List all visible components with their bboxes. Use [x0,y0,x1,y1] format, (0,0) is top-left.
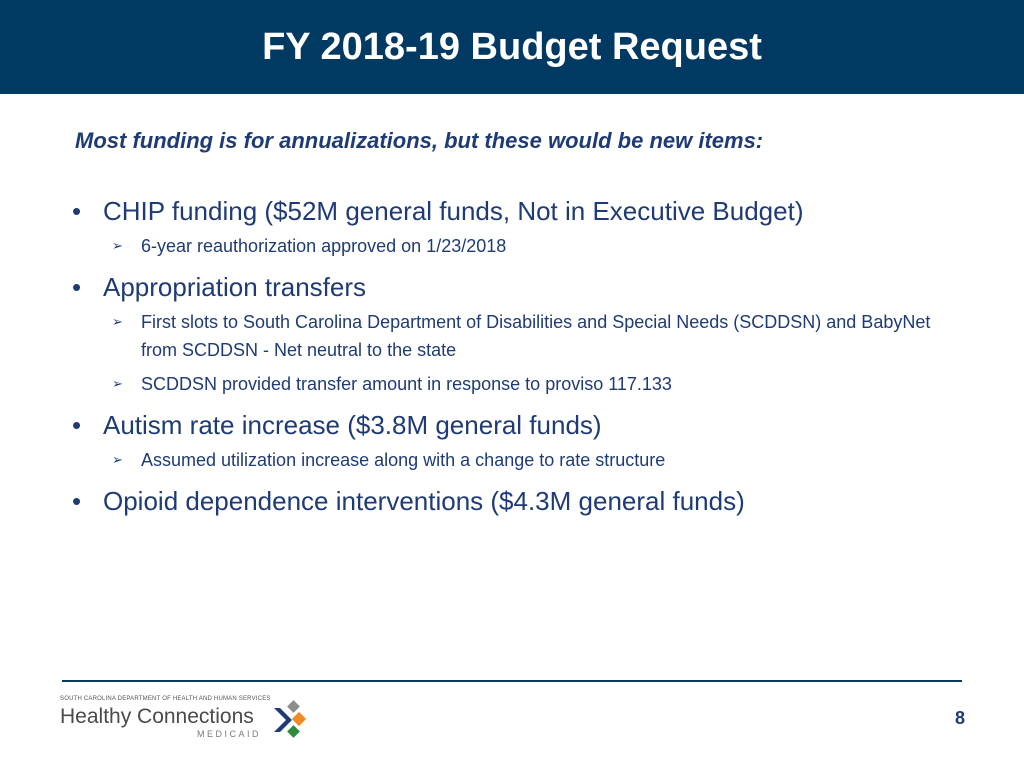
bullet-text: Appropriation transfers [103,272,367,302]
bullet-item [72,480,952,522]
sub-bullet-item [72,370,952,398]
title-banner [0,0,1024,94]
bullet-text: Opioid dependence interventions ($4.3M general funds) [103,486,745,516]
sub-bullet-text: First slots to South Carolina Department of Disabilities and Special Needs (SCDDSN) and BabyNet from SCDDSN - Net neutral to the state [141,312,931,360]
sub-bullet-item [72,308,952,364]
page-number: 8 [954,708,965,728]
sub-bullet-text: Assumed utilization increase along with a change to rate structure [141,450,666,470]
bullet-item [72,404,952,446]
logo-agency-text: SOUTH CAROLINA DEPARTMENT OF HEALTH AND HUMAN SERVICES [60,696,271,702]
bullet-dot-icon: • [72,486,82,516]
bullet-dot-icon: • [72,272,82,302]
slide-title: FY 2018-19 Budget Request [262,26,762,68]
bullet-list [72,190,952,522]
bullet-dot-icon: • [72,410,82,440]
logo-medicaid-text: MEDICAID [197,729,262,739]
bullet-text: CHIP funding ($52M general funds, Not in Executive Budget) [103,196,804,226]
arrow-bullet-icon: ➢ [112,314,123,329]
sub-bullet-item [72,232,952,260]
sub-bullet-text: SCDDSN provided transfer amount in response to proviso 117.133 [141,374,672,394]
arrow-bullet-icon: ➢ [112,452,123,467]
arrow-bullet-icon: ➢ [112,376,123,391]
bullet-text: Autism rate increase ($3.8M general funds) [103,410,602,440]
slide-subtitle: Most funding is for annualizations, but these would be new items: [75,128,764,153]
bullet-dot-icon: • [72,196,82,226]
sub-bullet-text: 6-year reauthorization approved on 1/23/2018 [141,236,507,256]
logo-brand-text: Healthy Connections [60,705,254,728]
healthy-connections-logo [60,696,320,746]
bullet-item [72,190,952,232]
bullet-item [72,266,952,308]
arrow-bullet-icon: ➢ [112,238,123,253]
logo-cross-icon [272,700,308,740]
footer-divider [62,680,962,682]
sub-bullet-item [72,446,952,474]
